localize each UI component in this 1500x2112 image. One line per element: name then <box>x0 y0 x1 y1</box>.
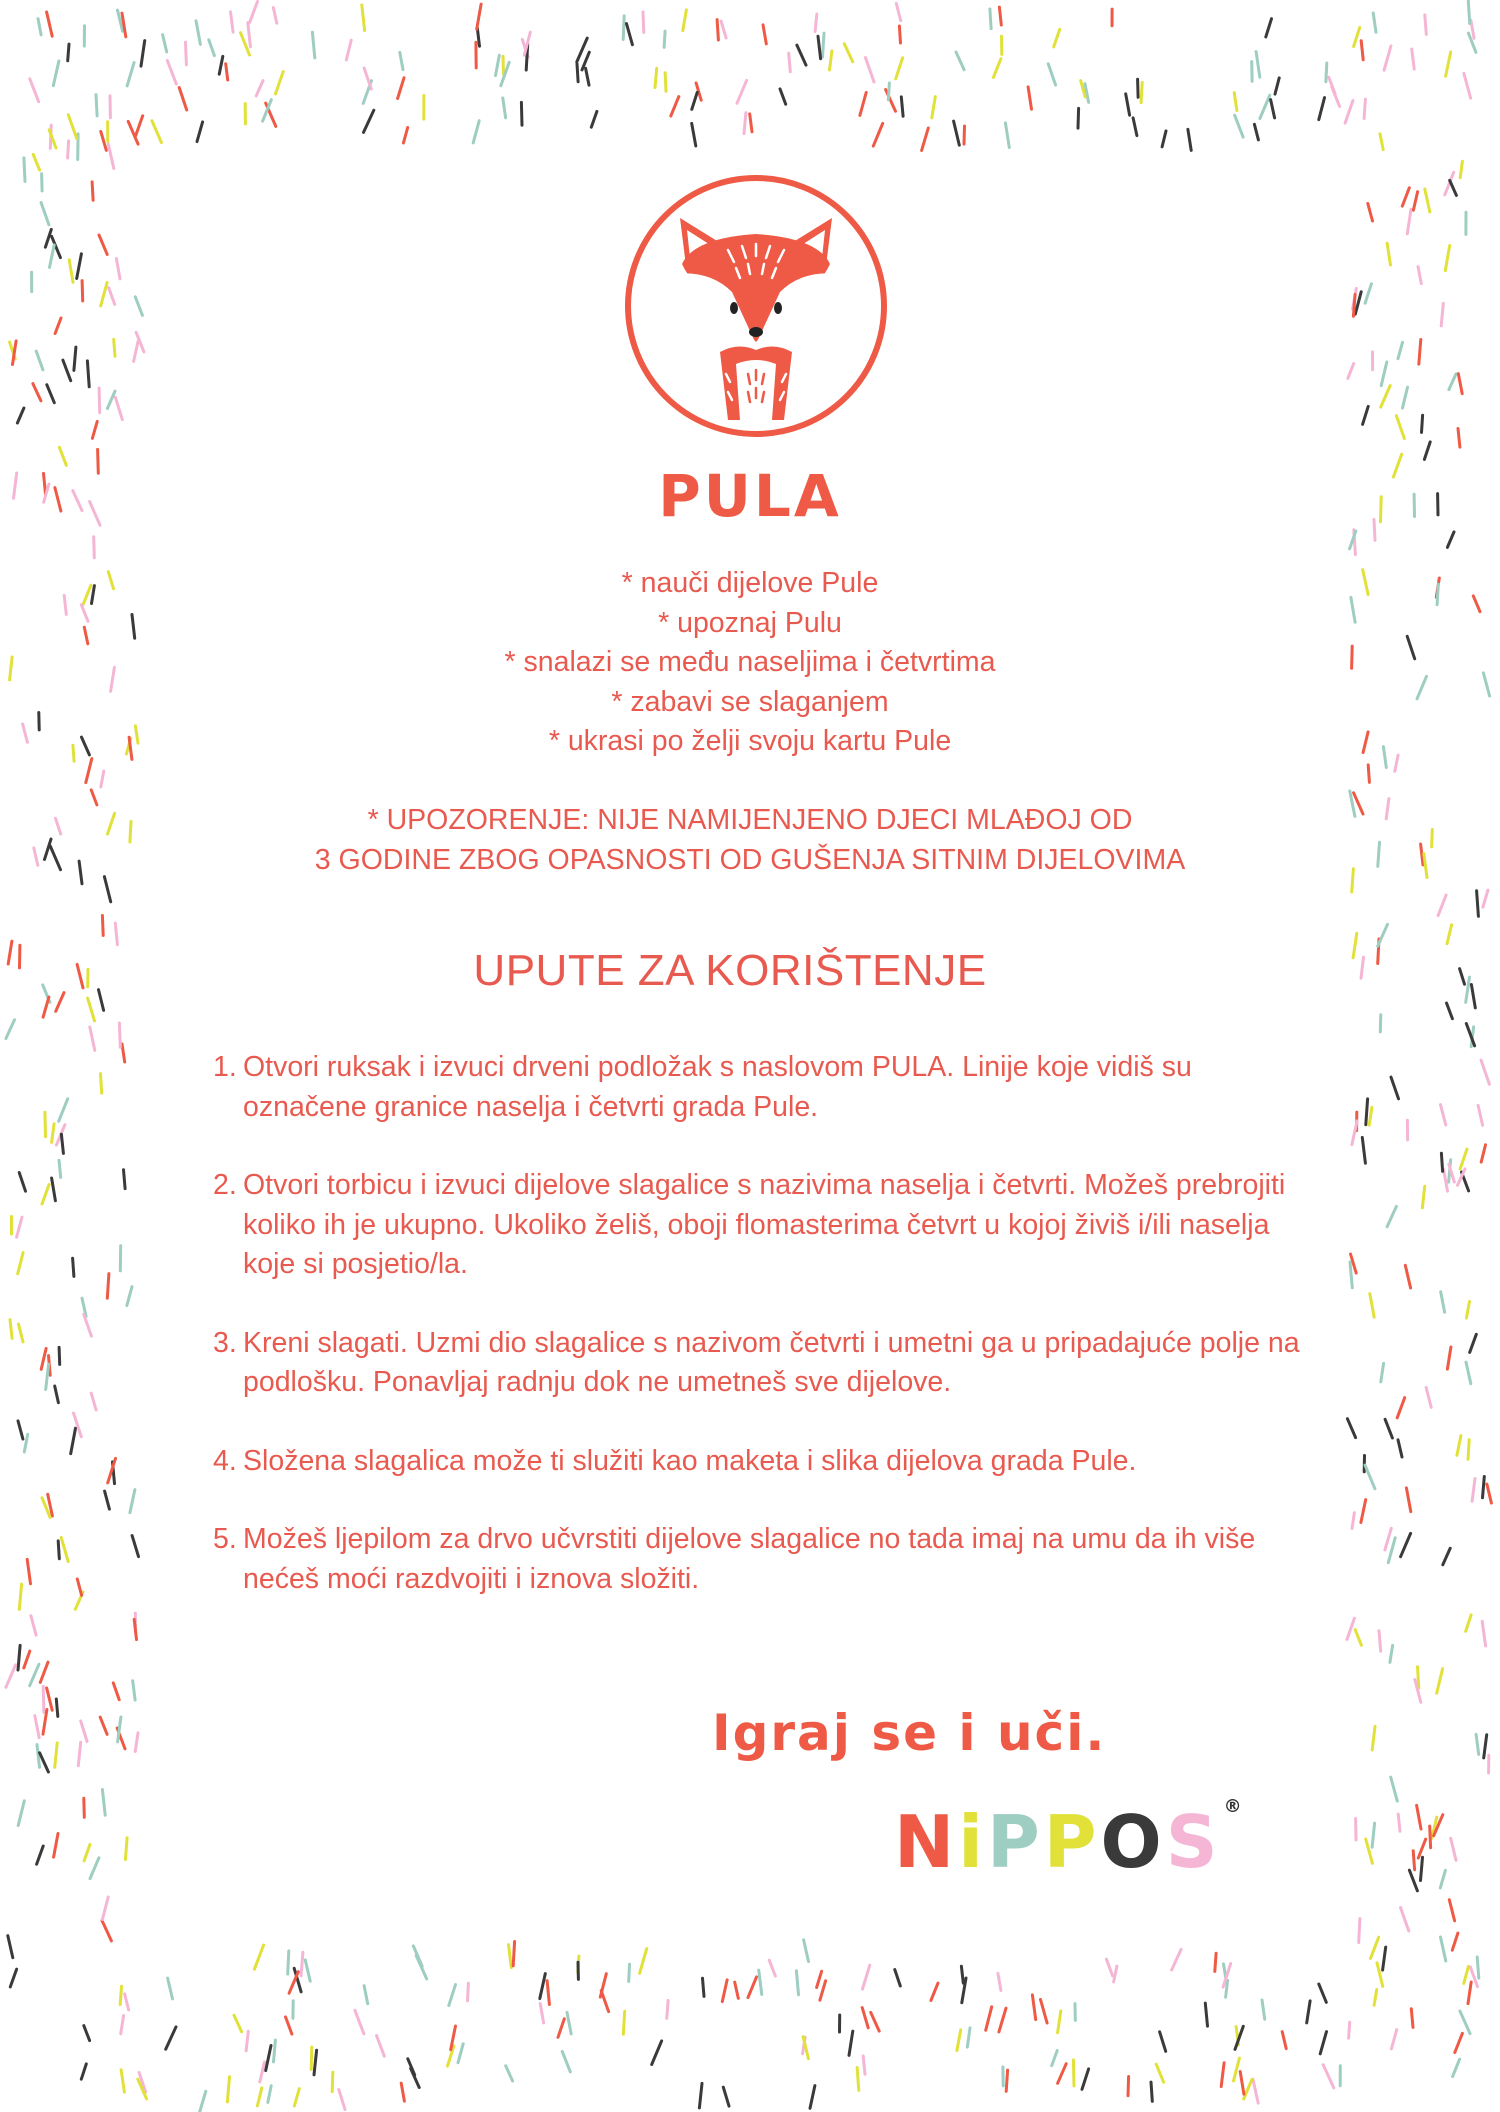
step-number: 5. <box>213 1523 237 1555</box>
brand-letter: S <box>1165 1800 1222 1884</box>
feature-item: * zabavi se slaganjem <box>611 685 889 718</box>
step-number: 3. <box>213 1326 237 1359</box>
instruction-step <box>213 1520 1303 1599</box>
registered-mark: ® <box>1223 1796 1242 1817</box>
tagline: Igraj se i uči. <box>712 1704 1107 1762</box>
step-text: Otvori ruksak i izvuci drveni podložak s naslovom PULA. Linije koje vidiš su označene granice naselja i četvrti grada Pule. <box>243 1051 1192 1123</box>
instruction-step <box>213 1324 1303 1403</box>
feature-item: * nauči dijelove Pule <box>621 567 879 599</box>
brand-logo <box>894 1796 1242 1884</box>
instructions-list <box>213 1048 1303 1638</box>
step-text: Možeš ljepilom za drvo učvrstiti dijelove slagalice no tada imaj na umu da ih više nećeš moći razdvojiti i iznova složiti. <box>243 1523 1256 1595</box>
step-text: Složena slagalica može ti služiti kao maketa i slika dijelova grada Pule. <box>243 1444 1137 1477</box>
brand-letter: N <box>894 1800 959 1884</box>
instruction-step <box>213 1166 1303 1285</box>
feature-list <box>0 564 1500 762</box>
step-number: 1. <box>213 1051 237 1083</box>
brand-letter: P <box>986 1800 1044 1884</box>
step-text: Kreni slagati. Uzmi dio slagalice s nazivom četvrti i umetni ga u pripadajuće polje na podlošku. Ponavljaj radnju dok ne umetneš sve dijelove. <box>243 1326 1300 1398</box>
instruction-step <box>213 1442 1303 1482</box>
warning-line: 3 GODINE ZBOG OPASNOSTI OD GUŠENJA SITNIM DIJELOVIMA <box>314 843 1186 876</box>
feature-item: * snalazi se među naseljima i četvrtima <box>504 646 996 678</box>
step-number: 2. <box>213 1169 237 1201</box>
page-title: PULA <box>658 462 842 530</box>
safety-warning <box>0 801 1500 880</box>
step-text: Otvori torbicu i izvuci dijelove slagalice s nazivima naselja i četvrti. Možeš prebrojiti koliko ih je ukupno. Ukoliko želiš, oboji flomasterima četvrt u kojoj živiš i/ili naselja koje si posjetio/la. <box>243 1169 1286 1280</box>
step-number: 4. <box>213 1444 237 1477</box>
warning-line: * UPOZORENJE: NIJE NAMIJENJENO DJECI MLAĐOJ OD <box>367 804 1133 836</box>
brand-letter: O <box>1100 1800 1166 1884</box>
instruction-step <box>213 1048 1303 1127</box>
brand-letter: i <box>958 1800 987 1884</box>
fox-icon <box>624 174 888 438</box>
feature-item: * ukrasi po želji svoju kartu Pule <box>548 725 952 757</box>
brand-letter: P <box>1043 1800 1101 1884</box>
feature-item: * upoznaj Pulu <box>658 606 842 639</box>
instructions-title: UPUTE ZA KORIŠTENJE <box>473 946 987 995</box>
